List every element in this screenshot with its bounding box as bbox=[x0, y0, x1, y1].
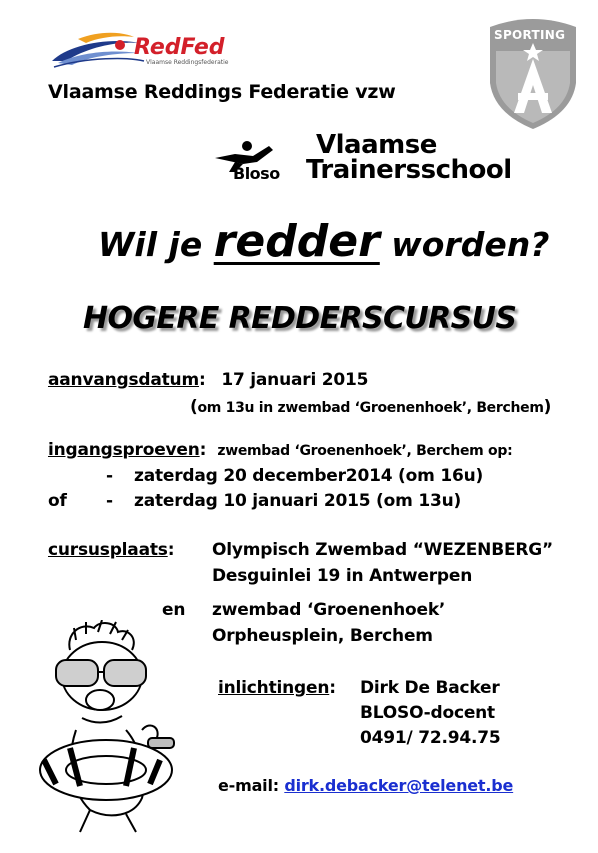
redfed-tagline: Vlaamse Reddingsfederatie bbox=[146, 59, 229, 66]
start-note: om 13u in zwembad ‘Groenenhoek’, Berchem bbox=[197, 400, 544, 416]
info-label-row bbox=[218, 678, 336, 698]
email-label: e-mail: bbox=[218, 776, 285, 795]
start-label: aanvangsdatum bbox=[48, 370, 199, 390]
entrance-option-1-text: zaterdag 20 december2014 (om 16u) bbox=[134, 466, 484, 486]
info-label: inlichtingen bbox=[218, 678, 330, 698]
email-row bbox=[218, 776, 513, 795]
entrance-row bbox=[48, 440, 512, 460]
headline-part2: worden? bbox=[379, 225, 550, 264]
mascot-icon bbox=[30, 620, 180, 835]
bloso-logo bbox=[213, 138, 295, 184]
venue-line2: Desguinlei 19 in Antwerpen bbox=[212, 566, 473, 586]
entrance-label: ingangsproeven bbox=[48, 440, 200, 460]
trainersschool-title-line2: Trainersschool bbox=[306, 155, 512, 185]
entrance-option-2-prefix: of bbox=[48, 491, 67, 511]
entrance-option-1 bbox=[48, 466, 483, 486]
entrance-option-2-dash: - bbox=[106, 491, 113, 511]
info-name: Dirk De Backer bbox=[360, 678, 500, 698]
redfed-logo bbox=[48, 27, 238, 73]
trainersschool-title-line1: Vlaamse bbox=[316, 130, 437, 160]
start-date: 17 januari 2015 bbox=[221, 370, 369, 390]
entrance-option-2-text: zaterdag 10 januari 2015 (om 13u) bbox=[134, 491, 462, 511]
redfed-brand-text: RedFed bbox=[134, 35, 225, 60]
sporting-badge-logo bbox=[484, 13, 582, 131]
headline-emphasis: redder bbox=[213, 216, 380, 267]
info-colon: : bbox=[329, 678, 336, 698]
start-note-open: ( bbox=[190, 397, 198, 417]
venue-label: cursusplaats bbox=[48, 540, 168, 560]
venue-label-row bbox=[48, 540, 174, 560]
headline bbox=[98, 216, 549, 267]
headline-part1: Wil je bbox=[98, 225, 214, 264]
entrance-option-2 bbox=[48, 491, 461, 511]
venue-colon: : bbox=[167, 540, 175, 560]
start-note-row bbox=[190, 397, 551, 417]
venue-line1: Olympisch Zwembad “WEZENBERG” bbox=[212, 540, 553, 560]
venue-line3: zwembad ‘Groenenhoek’ bbox=[212, 600, 446, 620]
info-role: BLOSO-docent bbox=[360, 703, 495, 723]
start-note-close: ) bbox=[543, 397, 552, 417]
venue-connector: en bbox=[162, 600, 186, 620]
entrance-option-1-dash: - bbox=[106, 466, 113, 486]
lifeguard-mascot-illustration bbox=[30, 620, 180, 835]
info-phone: 0491/ 72.94.75 bbox=[360, 728, 501, 748]
entrance-location: zwembad ‘Groenenhoek’, Berchem op: bbox=[217, 443, 513, 459]
start-row bbox=[48, 370, 368, 390]
start-colon: : bbox=[198, 370, 206, 390]
venue-line4: Orpheusplein, Berchem bbox=[212, 626, 433, 646]
entrance-colon: : bbox=[199, 440, 207, 460]
federation-title: Vlaamse Reddings Federatie vzw bbox=[48, 81, 396, 103]
sporting-badge-text: SPORTING bbox=[494, 28, 566, 42]
course-title: HOGERE REDDERSCURSUS bbox=[83, 301, 517, 336]
bloso-text: Bloso bbox=[233, 164, 280, 183]
email-link[interactable]: dirk.debacker@telenet.be bbox=[284, 776, 514, 795]
